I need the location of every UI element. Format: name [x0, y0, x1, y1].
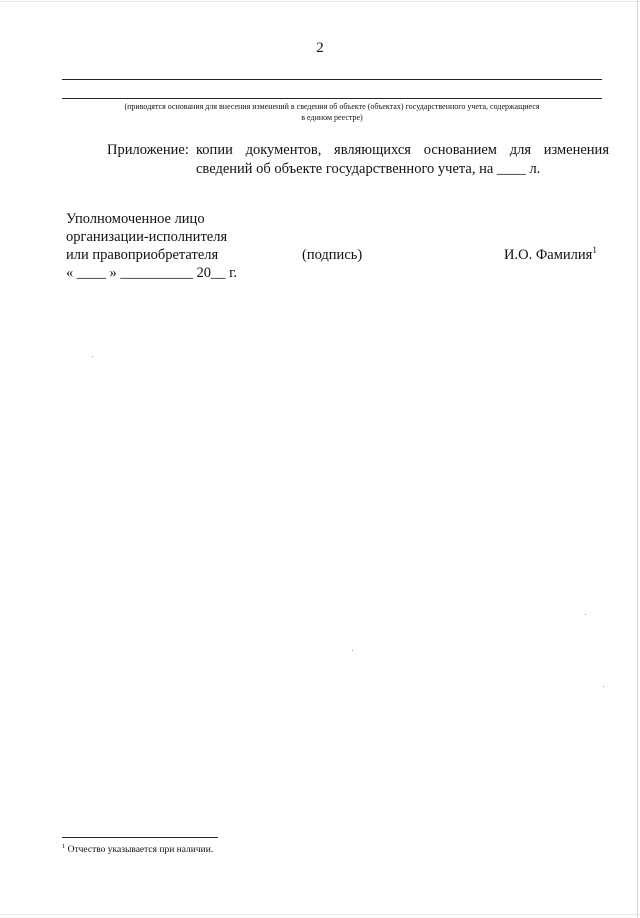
- appendix-text-line: сведений об объекте государственного учета, на ____ л.: [196, 161, 541, 177]
- scan-edge-top: [0, 1, 640, 2]
- caption-line: в едином реестре): [301, 113, 363, 122]
- name-label-text: И.О. Фамилия: [504, 247, 593, 263]
- blank-fill-line: [62, 98, 602, 99]
- scan-speck: [92, 356, 93, 357]
- footnote-mark: 1: [62, 843, 66, 850]
- fill-line-caption: [62, 101, 602, 123]
- page-number: 2: [316, 40, 324, 56]
- appendix-label: Приложение:: [107, 142, 189, 158]
- name-label: [504, 246, 597, 264]
- signature-label: (подпись): [302, 247, 363, 263]
- scan-edge-bottom: [0, 914, 640, 915]
- signer-title-line: организации-исполнителя: [66, 229, 228, 245]
- scan-speck: [603, 686, 604, 687]
- scan-edge-right: [637, 0, 638, 918]
- signer-title: [66, 210, 227, 264]
- footnote-text: Отчество указывается при наличии.: [65, 845, 214, 855]
- caption-line: (приводятся основания для внесения изменений в сведения об объекте (объектах) государственного учета, содержащиеся: [124, 102, 540, 111]
- footnote-reference: 1: [592, 245, 597, 255]
- scan-speck: [352, 650, 353, 651]
- scan-speck: [585, 614, 586, 615]
- date-line: « ____ » __________ 20__ г.: [66, 265, 238, 281]
- blank-fill-line: [62, 79, 602, 80]
- appendix-text-line: копии документов, являющихся основанием для изменения: [196, 142, 609, 158]
- footnote-separator: [62, 837, 218, 838]
- footnote: [62, 844, 213, 856]
- signer-title-line: или правоприобретателя: [66, 247, 219, 263]
- signer-title-line: Уполномоченное лицо: [66, 211, 205, 227]
